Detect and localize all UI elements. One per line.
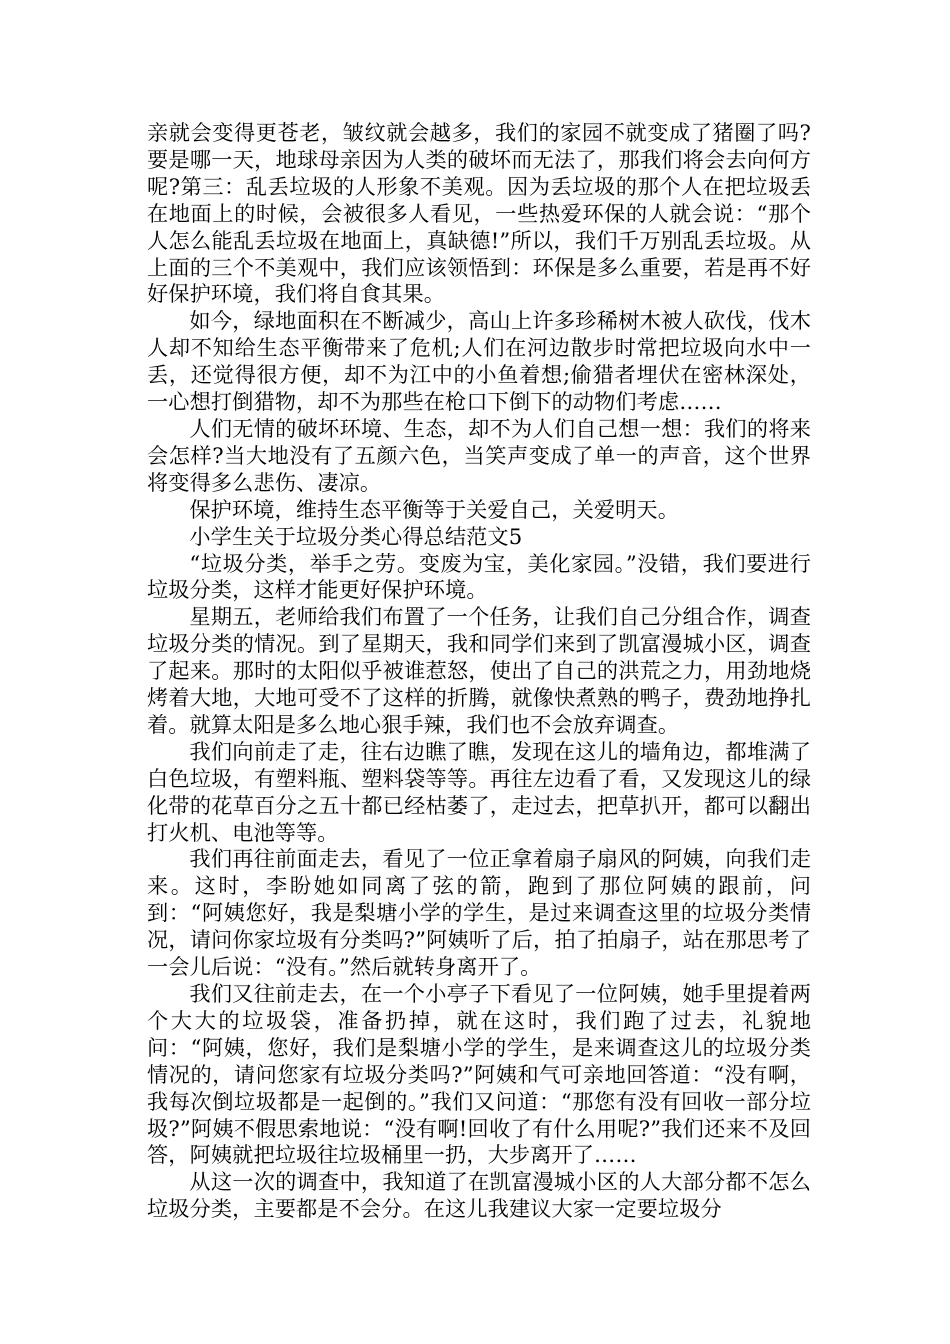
paragraph-deforestation: 如今，绿地面积在不断减少，高山上许多珍稀树木被人砍伐，伐木人却不知给生态平衡带来了危机;人们在河边散步时常把垃圾向水中一丢，还觉得很方便，却不为江中的小鱼着想;偷猎者埋伏在密林深处，一心想打倒猎物，却不为那些在枪口下倒下的动物们考虑…… — [147, 308, 811, 415]
paragraph-findings: 从这一次的调查中，我知道了在凯富漫城小区的人大部分都不怎么垃圾分类，主要都是不会分。在这儿我建议大家一定要垃圾分 — [147, 1169, 811, 1222]
paragraph-observation: 我们向前走了走，往右边瞧了瞧，发现在这儿的墙角边，都堆满了白色垃圾，有塑料瓶、塑料袋等等。再往左边看了看，又发现这儿的绿化带的花草百分之五十都已经枯萎了，走过去，把草扒开，都可以翻出打火机、电池等等。 — [147, 738, 811, 845]
section-heading: 小学生关于垃圾分类心得总结范文5 — [189, 523, 523, 549]
paragraph-first-interview: 我们再往前面走去，看见了一位正拿着扇子扇风的阿姨，向我们走来。这时，李盼她如同离了弦的箭，跑到了那位阿姨的跟前，问到：“阿姨您好，我是梨塘小学的学生，是过来调查这里的垃圾分类情况，请问你家垃圾有分类吗?”阿姨听了后，拍了拍扇子，站在那思考了一会儿后说：“没有。”然后就转身离开了。 — [147, 846, 811, 980]
document-page — [147, 120, 811, 1223]
paragraph-continuation: 亲就会变得更苍老，皱纹就会越多，我们的家园不就变成了猪圈了吗?要是哪一天，地球母亲因为人类的破坏而无法了，那我们将会去向何方呢?第三：乱丢垃圾的人形象不美观。因为丢垃圾的那个人在把垃圾丢在地面上的时候，会被很多人看见，一些热爱环保的人就会说：“那个人怎么能乱丢垃圾在地面上，真缺德!”所以，我们千万别乱丢垃圾。从上面的三个不美观中，我们应该领悟到：环保是多么重要，若是再不好好保护环境，我们将自食其果。 — [147, 120, 811, 307]
paragraph-slogan: “垃圾分类，举手之劳。变废为宝，美化家园。”没错，我们要进行垃圾分类，这样才能更好保护环境。 — [147, 550, 811, 603]
paragraph-task: 星期五，老师给我们布置了一个任务，让我们自己分组合作，调查垃圾分类的情况。到了星期天，我和同学们来到了凯富漫城小区，调查了起来。那时的太阳似乎被谁惹怒，使出了自己的洪荒之力，用劲地烧烤着大地，大地可受不了这样的折腾，就像快煮熟的鸭子，费劲地挣扎着。就算太阳是多么地心狠手辣，我们也不会放弃调查。 — [147, 604, 811, 737]
paragraph-reflection: 人们无情的破坏环境、生态，却不为人们自己想一想：我们的将来会怎样?当大地没有了五颜六色，当笑声变成了单一的声音，这个世界将变得多么悲伤、凄凉。 — [147, 415, 811, 495]
paragraph-conclusion: 保护环境，维持生态平衡等于关爱自己，关爱明天。 — [189, 496, 680, 522]
paragraph-second-interview: 我们又往前走去，在一个小亭子下看见了一位阿姨，她手里提着两个大大的垃圾袋，准备扔掉，就在这时，我们跑了过去，礼貌地问：“阿姨，您好，我们是梨塘小学的学生，是来调查这儿的垃圾分类情况的，请问您家有垃圾分类吗?”阿姨和气可亲地回答道：“没有啊，我每次倒垃圾都是一起倒的。”我们又问道：“那您有没有回收一部分垃圾?”阿姨不假思索地说：“没有啊!回收了有什么用呢?”我们还来不及回答，阿姨就把垃圾往垃圾桶里一扔，大步离开了…… — [147, 981, 811, 1168]
